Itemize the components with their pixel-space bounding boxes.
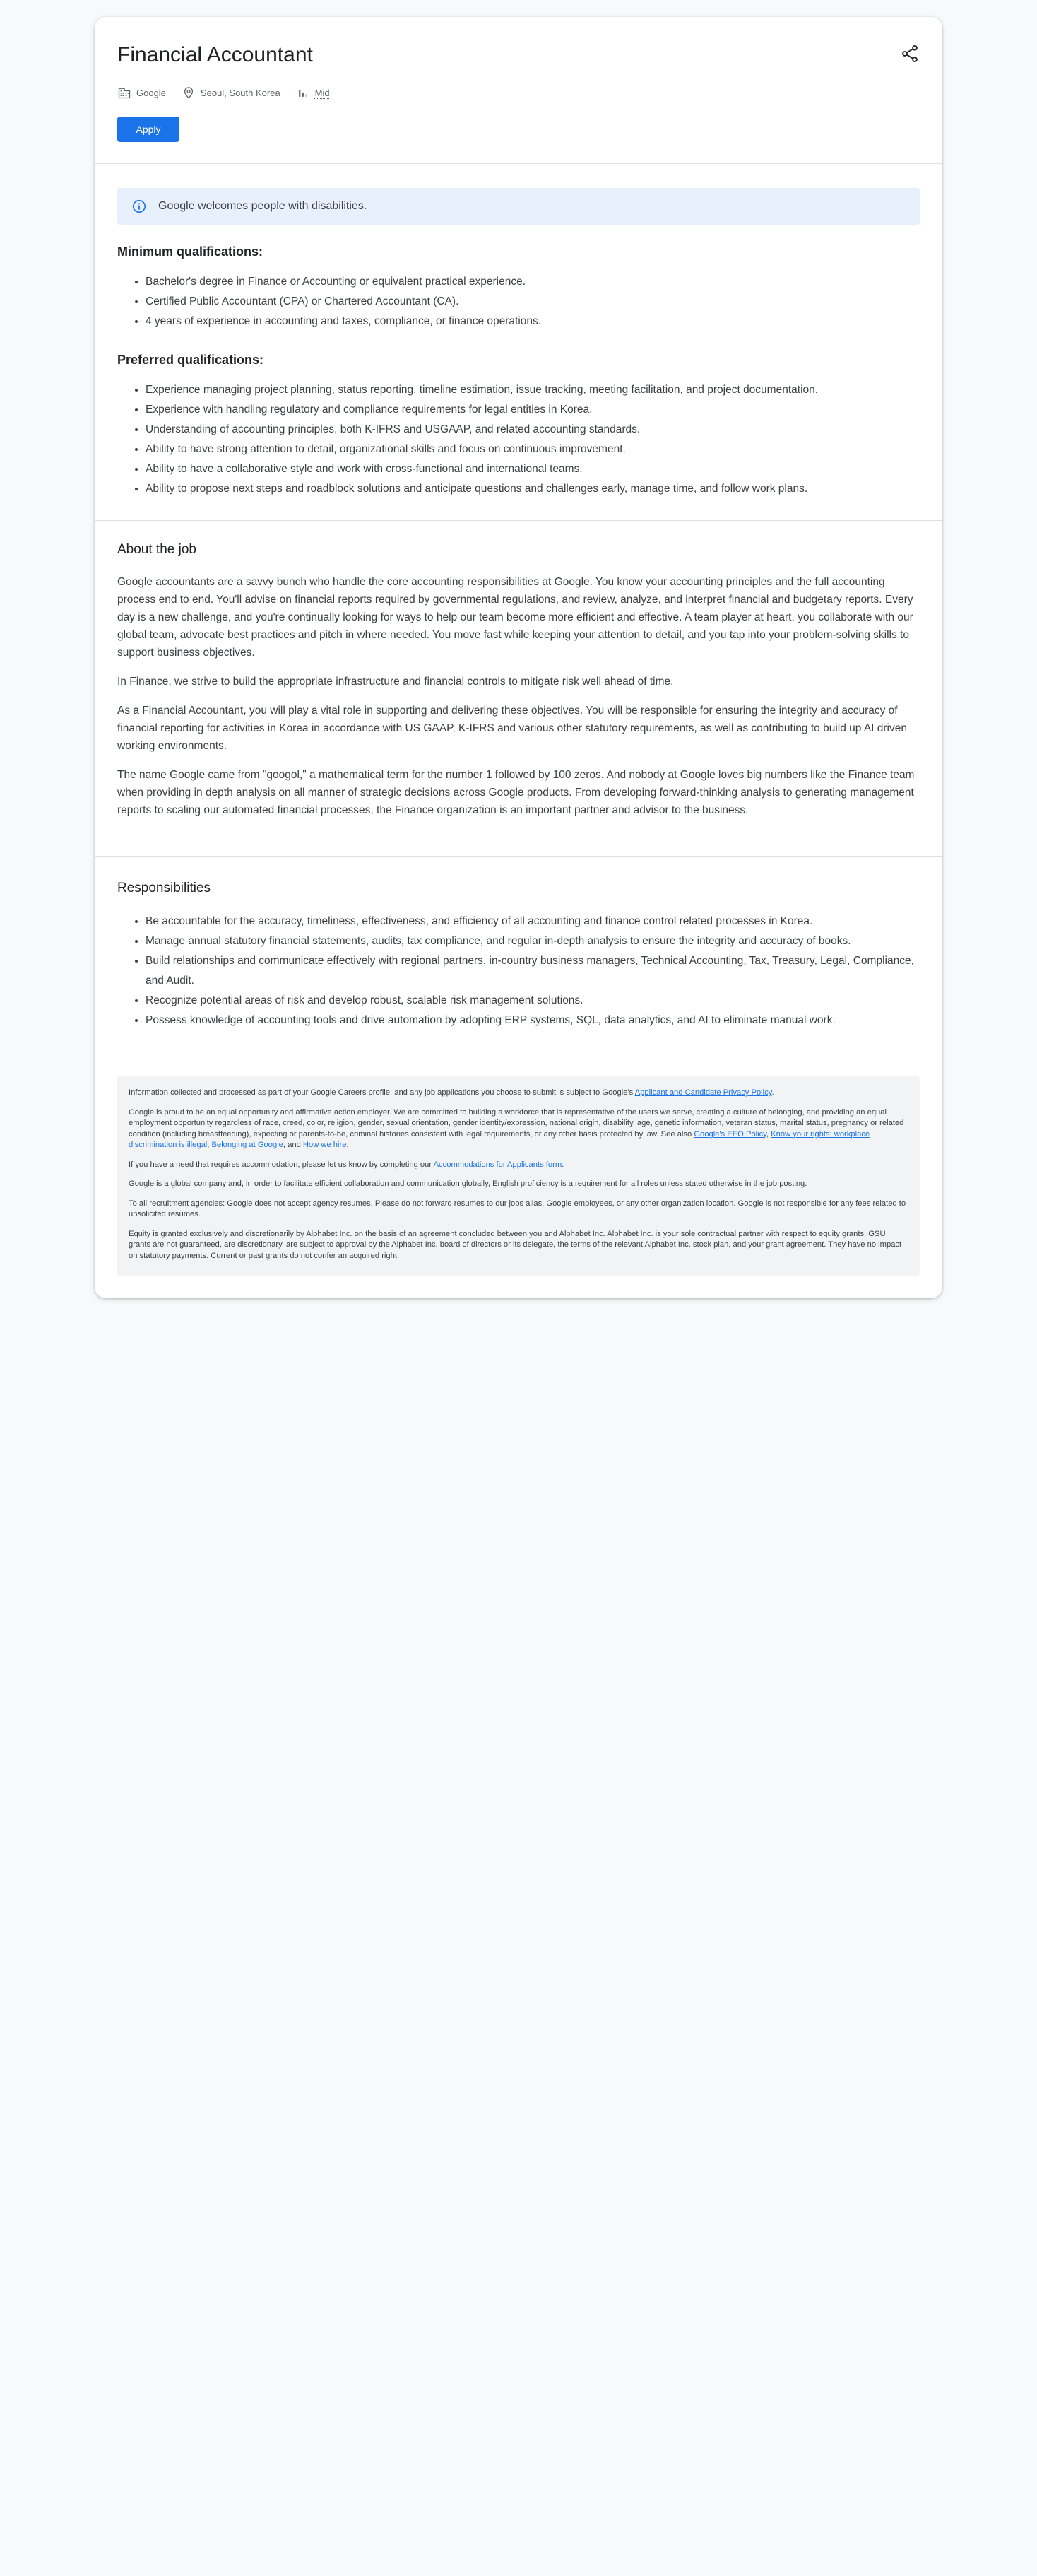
legal-box <box>117 1076 920 1276</box>
job-header <box>95 17 942 163</box>
legal-section <box>95 1052 942 1298</box>
responsibilities-list <box>117 912 920 1030</box>
know-your-rights-link[interactable]: Know your rights: workplace discrimination is illegal <box>129 1129 870 1149</box>
about-paragraph: Google accountants are a savvy bunch who handle the core accounting responsibilities at Google. You know your accounting principles and the full accounting process end to end. You'll advise on financial reports required by governmental regulations, and review, analyze, and interpret financial and budgetary reports. Every day is a new challenge, and you're continually looking for ways to help our team become more efficient and effective. A team player at heart, you collaborate with our global team, advocate best practices and pitch in where needed. You move fast while keeping your attention to detail, and you tap into your problem-solving skills to support business objectives. <box>117 576 913 659</box>
level-meta[interactable] <box>296 86 330 100</box>
location-text: Seoul, South Korea <box>200 87 280 98</box>
company-meta <box>117 86 166 100</box>
banner-text: Google welcomes people with disabilities. <box>158 200 367 212</box>
location-meta <box>182 86 280 100</box>
legal-text: , <box>766 1129 771 1139</box>
list-item: • Bachelor's degree in Finance or Accounting or equivalent practical experience. <box>146 272 920 292</box>
legal-text: . <box>771 1088 774 1097</box>
eeo-statement <box>129 1107 908 1151</box>
list-item: • Possess knowledge of accounting tools and drive automation by adopting ERP systems, SQL, data analytics, and AI to eliminate manual work. <box>146 1011 920 1030</box>
list-item: • Ability to have a collaborative style and work with cross-functional and international teams. <box>146 459 920 479</box>
location-pin-icon <box>182 86 196 100</box>
accommodations-form-link[interactable]: Accommodations for Applicants form <box>433 1160 562 1169</box>
list-item: • Certified Public Accountant (CPA) or Chartered Accountant (CA). <box>146 292 920 312</box>
share-icon[interactable] <box>900 44 920 64</box>
list-item: • Experience with handling regulatory and compliance requirements for legal entities in Korea. <box>146 400 920 420</box>
accommodation-notice <box>129 1160 908 1171</box>
list-item: • Understanding of accounting principles, both K-IFRS and USGAAP, and related accounting standards. <box>146 420 920 440</box>
list-item: • Recognize potential areas of risk and develop robust, scalable risk management solutions. <box>146 991 920 1011</box>
agency-notice: To all recruitment agencies: Google does not accept agency resumes. Please do not forward resumes to our jobs alias, Google employees, or any other organization location. Google is not responsible for any fees related to unsolicited resumes. <box>129 1199 906 1218</box>
list-item: • Build relationships and communicate effectively with regional partners, in-country business managers, Technical Accounting, Tax, Treasury, Legal, Compliance, and Audit. <box>146 951 920 991</box>
eeo-policy-link[interactable]: Google's EEO Policy <box>694 1129 766 1139</box>
qualifications-section <box>95 164 942 520</box>
legal-text: Information collected and processed as part of your Google Careers profile, and any job applications you choose to submit is subject to Google's <box>129 1088 635 1097</box>
info-icon <box>131 199 147 214</box>
about-section <box>95 521 942 856</box>
legal-text: . <box>346 1141 349 1149</box>
level-text[interactable]: Mid <box>314 87 330 98</box>
list-item: • Ability to have strong attention to detail, organizational skills and focus on continuous improvement. <box>146 440 920 459</box>
list-item: • Be accountable for the accuracy, timeliness, effectiveness, and efficiency of all accounting and finance control related processes in Korea. <box>146 912 920 931</box>
job-title: Financial Accountant <box>117 43 313 66</box>
legal-text: . <box>562 1160 564 1169</box>
about-paragraph: In Finance, we strive to build the appropriate infrastructure and financial controls to mitigate risk well ahead of time. <box>117 676 674 688</box>
how-we-hire-link[interactable]: How we hire <box>302 1141 347 1149</box>
belonging-link[interactable]: Belonging at Google <box>211 1141 283 1149</box>
about-paragraph: As a Financial Accountant, you will play a vital role in supporting and delivering these objectives. You will be responsible for ensuring the integrity and accuracy of financial reporting for activities in Korea in accordance with US GAAP, K-IFRS and various other statutory requirements, as well as contributing to build up AI driven working environments. <box>117 705 907 752</box>
minimum-qualifications-heading: Minimum qualifications: <box>117 245 263 259</box>
legal-text: Google is proud to be an equal opportunity and affirmative action employer. We are committed to building a workforce that is representative of the users we serve, creating a culture of belonging, and providing an equal employment opportunity regardless of race, creed, color, religion, gender, sexual orientation, gender identity/expression, national origin, disability, age, genetic information, veteran status, marital status, pregnancy or related condition (including breastfeeding), expecting or parents-to-be, criminal histories consistent with legal requirements, or any other basis protected by law. See also <box>129 1107 904 1139</box>
list-item: • Experience managing project planning, status reporting, timeline estimation, issue tracking, meeting facilitation, and project documentation. <box>146 380 920 400</box>
job-card <box>95 17 942 1298</box>
list-item: • Manage annual statutory financial statements, audits, tax compliance, and regular in-depth analysis to ensure the integrity and accuracy of books. <box>146 931 920 951</box>
bar-chart-icon <box>296 86 310 100</box>
legal-text: , and <box>283 1141 303 1149</box>
list-item: • 4 years of experience in accounting and taxes, compliance, or finance operations. <box>146 312 920 331</box>
legal-text: , <box>207 1141 212 1149</box>
legal-text: If you have a need that requires accommodation, please let us know by completing our <box>129 1160 434 1169</box>
english-proficiency-notice: Google is a global company and, in order to facilitate efficient collaboration and communication globally, English proficiency is a requirement for all roles unless stated otherwise in the job posting. <box>129 1180 807 1188</box>
apply-button[interactable]: Apply <box>117 117 179 142</box>
preferred-qualifications-heading: Preferred qualifications: <box>117 353 264 367</box>
about-paragraph: The name Google came from "googol," a mathematical term for the number 1 followed by 100 zeros. And nobody at Google loves big numbers like the Finance team when providing in depth analysis on all manner of strategic decisions across Google products. From developing forward-thinking analysis to generating management reports to scaling our automated financial processes, the Finance organization is an important partner and advisor to the business. <box>117 769 915 816</box>
privacy-policy-link[interactable]: Applicant and Candidate Privacy Policy <box>634 1088 772 1097</box>
building-icon <box>117 86 131 100</box>
company-name: Google <box>136 87 166 98</box>
responsibilities-heading: Responsibilities <box>117 881 211 895</box>
privacy-notice <box>129 1088 908 1099</box>
list-item: • Ability to propose next steps and roadblock solutions and anticipate questions and challenges early, manage time, and follow work plans. <box>146 479 920 499</box>
about-heading: About the job <box>117 542 196 557</box>
equity-notice: Equity is granted exclusively and discretionarily by Alphabet Inc. on the basis of an agreement concluded between you and Alphabet Inc. Alphabet Inc. is your sole contractual partner with respect to equity grants. GSU grants are not guaranteed, are discretionary, are subject to approval by the Alphabet Inc. board of directors or its delegate, the terms of the relevant Alphabet Inc. stock plan, and your grant agreement. They have no impact on statutory payments. Current or past grants do not confer an acquired right. <box>129 1229 902 1260</box>
minimum-qualifications-list <box>117 272 920 331</box>
disability-banner <box>117 188 920 225</box>
responsibilities-section <box>95 857 942 1052</box>
preferred-qualifications-list <box>117 380 920 499</box>
job-meta <box>117 86 920 100</box>
